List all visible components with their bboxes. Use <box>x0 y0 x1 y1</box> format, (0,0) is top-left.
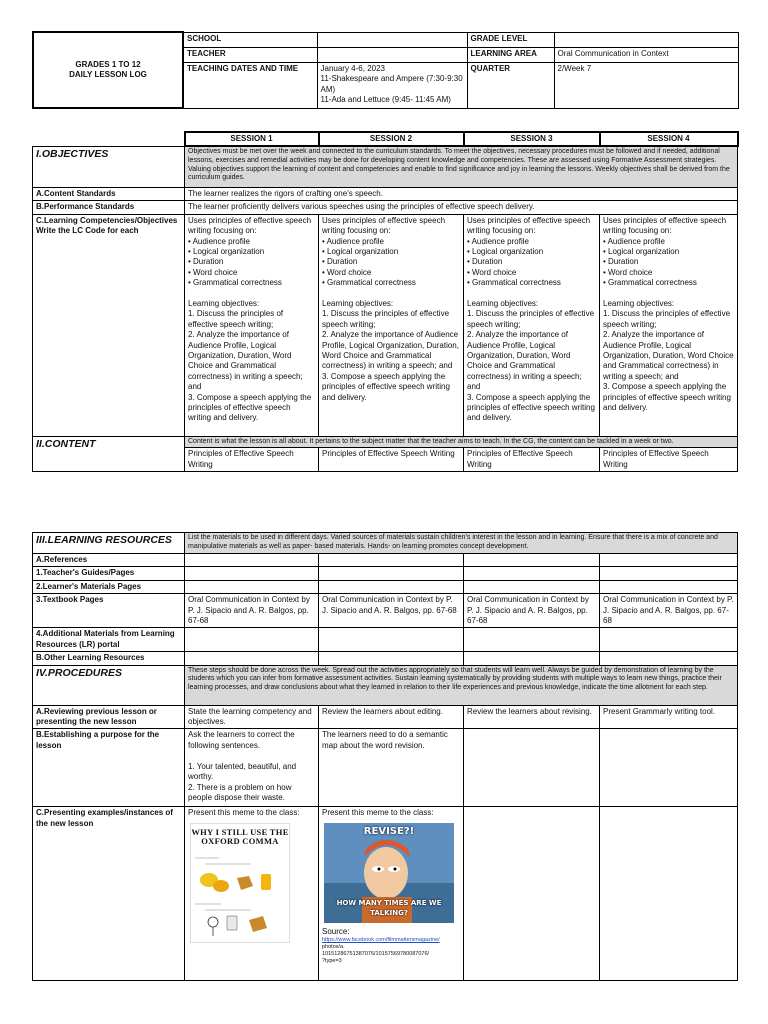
other-resources-label: B.Other Learning Resources <box>33 652 185 665</box>
dates-value: January 4-6, 2023 11-Shakespeare and Ampere (7:30-9:30 AM) 11-Ada and Lettuce (9:45- 11:45 AM) <box>317 62 467 108</box>
content-note: Content is what the lesson is all about. It pertains to the subject matter that the teacher aims to teach. In the CG, the content can be tackled in a week or two. <box>185 436 738 448</box>
content-standards-label: A.Content Standards <box>33 187 185 200</box>
procedure-c-session-2-text: Present this meme to the class: <box>322 808 434 818</box>
meme2-bottom-text: HOW MANY TIMES ARE WE TALKING? <box>336 899 442 918</box>
textbook-session-4: Oral Communication in Context by P. J. Sipacio and A. R. Balgos, pp. 67-68 <box>600 594 738 628</box>
lc-session-1: Uses principles of effective speech writing focusing on: • Audience profile • Logical organization • Duration • Word choice • Grammatical correctness Learning objectives: 1. Discuss the principles of effective speech writing; 2. Analyze the importance of Audience Profile, Logical Organization, Duration, Word Choice and Grammatical correctness) in writing a speech; and 3. Compose a speech applying the principles of effective speech writing and delivery. <box>185 214 319 436</box>
school-label: SCHOOL <box>183 32 317 47</box>
procedure-a-session-4: Present Grammarly writing tool. <box>600 705 738 729</box>
session-4-header: SESSION 4 <box>600 132 738 146</box>
resources-heading: III.LEARNING RESOURCES <box>33 533 185 554</box>
textbook-session-3: Oral Communication in Context by P. J. Sipacio and A. R. Balgos, pp. 67-68 <box>464 594 600 628</box>
objectives-note: Objectives must be met over the week and connected to the curriculum standards. To meet the objectives, necessary procedures must be followed and if needed, additional lessons, exercises and remedial activities may be done for developing content knowledge and competencies. These are assessed using Formative Assessment strategies. Valuing objectives support the learning of content and competencies and enable to find significance and joy in learning the lessons. Weekly objectives shall be derived from the curriculum guides. <box>185 146 738 187</box>
textbook-session-2: Oral Communication in Context by P. J. Sipacio and A. R. Balgos, pp. 67-68 <box>319 594 464 628</box>
source-label: Source: <box>322 926 350 936</box>
area-value: Oral Communication in Context <box>554 47 738 62</box>
grade-label: GRADE LEVEL <box>467 32 554 47</box>
oxford-comma-illustration <box>191 846 289 938</box>
performance-standards-label: B.Performance Standards <box>33 201 185 214</box>
performance-standards-value: The learner proficiently delivers various speeches using the principles of effective speech delivery. <box>185 201 738 214</box>
lc-session-2: Uses principles of effective speech writing focusing on: • Audience profile • Logical organization • Duration • Word choice • Grammatical correctness Learning objectives: 1. Discuss the principles of effective speech writing; 2. Analyze the importance of Audience Profile, Logical Organization, Duration, Word Choice and Grammatical correctness) in writing a speech; and 3. Compose a speech applying the principles of effective speech writing and delivery. <box>319 214 464 436</box>
quarter-label: QUARTER <box>467 62 554 108</box>
quarter-value: 2/Week 7 <box>554 62 738 108</box>
procedure-b-session-2: The learners need to do a semantic map about the word revision. <box>319 729 464 807</box>
session-1-header: SESSION 1 <box>185 132 319 146</box>
procedure-c-session-1-text: Present this meme to the class: <box>188 808 300 818</box>
resources-note: List the materials to be used in different days. Varied sources of materials sustain children's interest in the lesson and in learning. Ensure that there is a mix of concrete and manipulative materials as well as paper- based materials. Hands- on learning promotes concept development. <box>185 533 738 554</box>
title-line1: GRADES 1 TO 12 <box>75 60 141 69</box>
teacher-value <box>317 47 467 62</box>
session-2-header: SESSION 2 <box>319 132 464 146</box>
procedure-a-session-3: Review the learners about revising. <box>464 705 600 729</box>
procedure-c-session-1 <box>185 807 319 981</box>
content-session-1: Principles of Effective Speech Writing <box>185 448 319 472</box>
school-value <box>317 32 467 47</box>
procedures-heading: IV.PROCEDURES <box>33 665 185 705</box>
dates-label: TEACHING DATES AND TIME <box>183 62 317 108</box>
procedure-b-label: B.Establishing a purpose for the lesson <box>33 729 185 807</box>
source-link[interactable]: https://www.facebook.com/filmmattersmagazine/ <box>322 937 440 944</box>
dll-title <box>33 32 183 108</box>
title-line2: DAILY LESSON LOG <box>69 70 147 79</box>
learners-materials-label: 2.Learner's Materials Pages <box>33 580 185 593</box>
lc-session-4: Uses principles of effective speech writing focusing on: • Audience profile • Logical organization • Duration • Word choice • Grammatical correctness Learning objectives: 1. Discuss the principles of effective speech writing; 2. Analyze the importance of Audience Profile, Logical Organization, Duration, Word Choice and Grammatical correctness) in writing a speech; and 3. Compose a speech applying the principles of effective speech writing and delivery. <box>600 214 738 436</box>
lc-session-3: Uses principles of effective speech writing focusing on: • Audience profile • Logical organization • Duration • Word choice • Grammatical correctness Learning objectives: 1. Discuss the principles of effective speech writing; 2. Analyze the importance of Audience Profile, Logical Organization, Duration, Word Choice and Grammatical correctness) in writing a speech; and 3. Compose a speech applying the principles of effective speech writing and delivery. <box>464 214 600 436</box>
content-heading: II.CONTENT <box>33 436 185 471</box>
session-3-header: SESSION 3 <box>464 132 600 146</box>
meme2-top-text: REVISE?! <box>363 825 415 837</box>
content-session-4: Principles of Effective Speech Writing <box>600 448 738 472</box>
content-session-2: Principles of Effective Speech Writing <box>319 448 464 472</box>
procedure-c-label: C.Presenting examples/instances of the new lesson <box>33 807 185 981</box>
textbook-label: 3.Textbook Pages <box>33 594 185 628</box>
additional-materials-label: 4.Additional Materials from Learning Resources (LR) portal <box>33 628 185 652</box>
resources-table <box>32 532 738 981</box>
revise-meme-image <box>324 823 454 923</box>
content-standards-value: The learner realizes the rigors of crafting one's speech. <box>185 187 738 200</box>
content-session-3: Principles of Effective Speech Writing <box>464 448 600 472</box>
procedure-b-session-1: Ask the learners to correct the following sentences. 1. Your talented, beautiful, and worthy. 2. There is a problem on how people dispose their waste. <box>185 729 319 807</box>
procedure-c-session-2 <box>319 807 464 981</box>
oxford-comma-meme-image <box>190 823 290 943</box>
grade-value <box>554 32 738 47</box>
source-link-rest: photos/a. 10151286751387076/10157569780087076/ ?type=3 <box>322 944 430 965</box>
teachers-guide-label: 1.Teacher's Guides/Pages <box>33 567 185 580</box>
references-label: A.References <box>33 554 185 567</box>
lc-label: C.Learning Competencies/Objectives Write the LC Code for each <box>33 214 185 436</box>
teacher-label: TEACHER <box>183 47 317 62</box>
procedures-note: These steps should be done across the week. Spread out the activities appropriately so that students will learn well. Always be guided by demonstration of learning by the students which you can infer from formative assessment activities. Sustain learning systematically by providing students with multiple ways to learn new things, practice their learning processes, and draw conclusions about what they learned in relation to their life experiences and previous knowledge, indicate the time allotment for each step. <box>185 665 738 705</box>
area-label: LEARNING AREA <box>467 47 554 62</box>
textbook-session-1: Oral Communication in Context by P. J. Sipacio and A. R. Balgos, pp. 67-68 <box>185 594 319 628</box>
procedure-a-session-1: State the learning competency and objectives. <box>185 705 319 729</box>
objectives-heading: I.OBJECTIVES <box>33 146 185 187</box>
procedure-a-label: A.Reviewing previous lesson or presenting the new lesson <box>33 705 185 729</box>
procedure-a-session-2: Review the learners about editing. <box>319 705 464 729</box>
header-table <box>32 31 739 109</box>
objectives-table <box>32 131 739 472</box>
meme1-title: WHY I STILL USE THE OXFORD COMMA <box>191 826 289 846</box>
